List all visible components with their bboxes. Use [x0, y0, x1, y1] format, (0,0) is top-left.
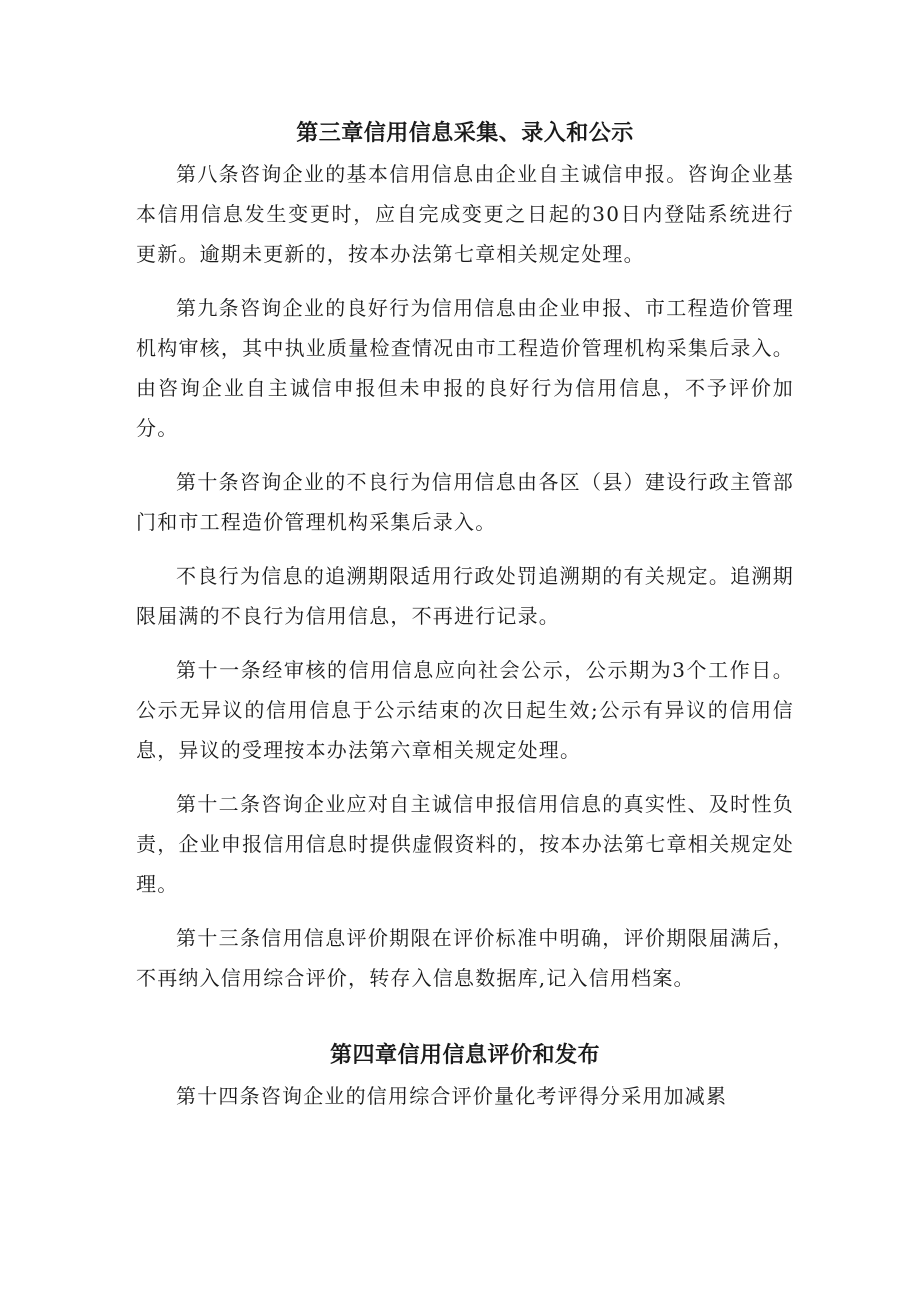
chapter-4-title: 第四章信用信息评价和发布	[329, 1043, 600, 1068]
article-14-paragraph: 第十四条咨询企业的信用综合评价量化考评得分采用加减累	[176, 1084, 728, 1108]
article-11-paragraph: 第十一条经审核的信用信息应向社会公示，公示期为3个工作日。公示无异议的信用信息于公示结束的次日起生效;公示有异议的信用信息，异议的受理按本办法第六章相关规定处理。	[136, 658, 794, 762]
article-9-paragraph: 第九条咨询企业的良好行为信用信息由企业申报、市工程造价管理机构审核，其中执业质量检查情况由市工程造价管理机构采集后录入。由咨询企业自主诚信申报但未申报的良好行为信用信息，不予评价加分。	[136, 296, 794, 440]
document-body	[136, 114, 794, 1130]
article-10-paragraph: 第十条咨询企业的不良行为信用信息由各区（县）建设行政主管部门和市工程造价管理机构采集后录入。	[136, 470, 794, 534]
retroactive-period-paragraph: 不良行为信息的追溯期限适用行政处罚追溯期的有关规定。追溯期限届满的不良行为信用信息，不再进行记录。	[136, 564, 794, 628]
article-12-paragraph: 第十二条咨询企业应对自主诚信申报信用信息的真实性、及时性负责，企业申报信用信息时提供虚假资料的，按本办法第七章相关规定处理。	[136, 792, 794, 896]
article-13-paragraph: 第十三条信用信息评价期限在评价标准中明确，评价期限届满后，不再纳入信用综合评价，转存入信息数据库,记入信用档案。	[136, 926, 794, 990]
chapter-3-title: 第三章信用信息采集、录入和公示	[296, 121, 634, 146]
article-8-paragraph: 第八条咨询企业的基本信用信息由企业自主诚信申报。咨询企业基本信用信息发生变更时，应自完成变更之日起的30日内登陆系统进行更新。逾期未更新的，按本办法第七章相关规定处理。	[136, 162, 794, 266]
